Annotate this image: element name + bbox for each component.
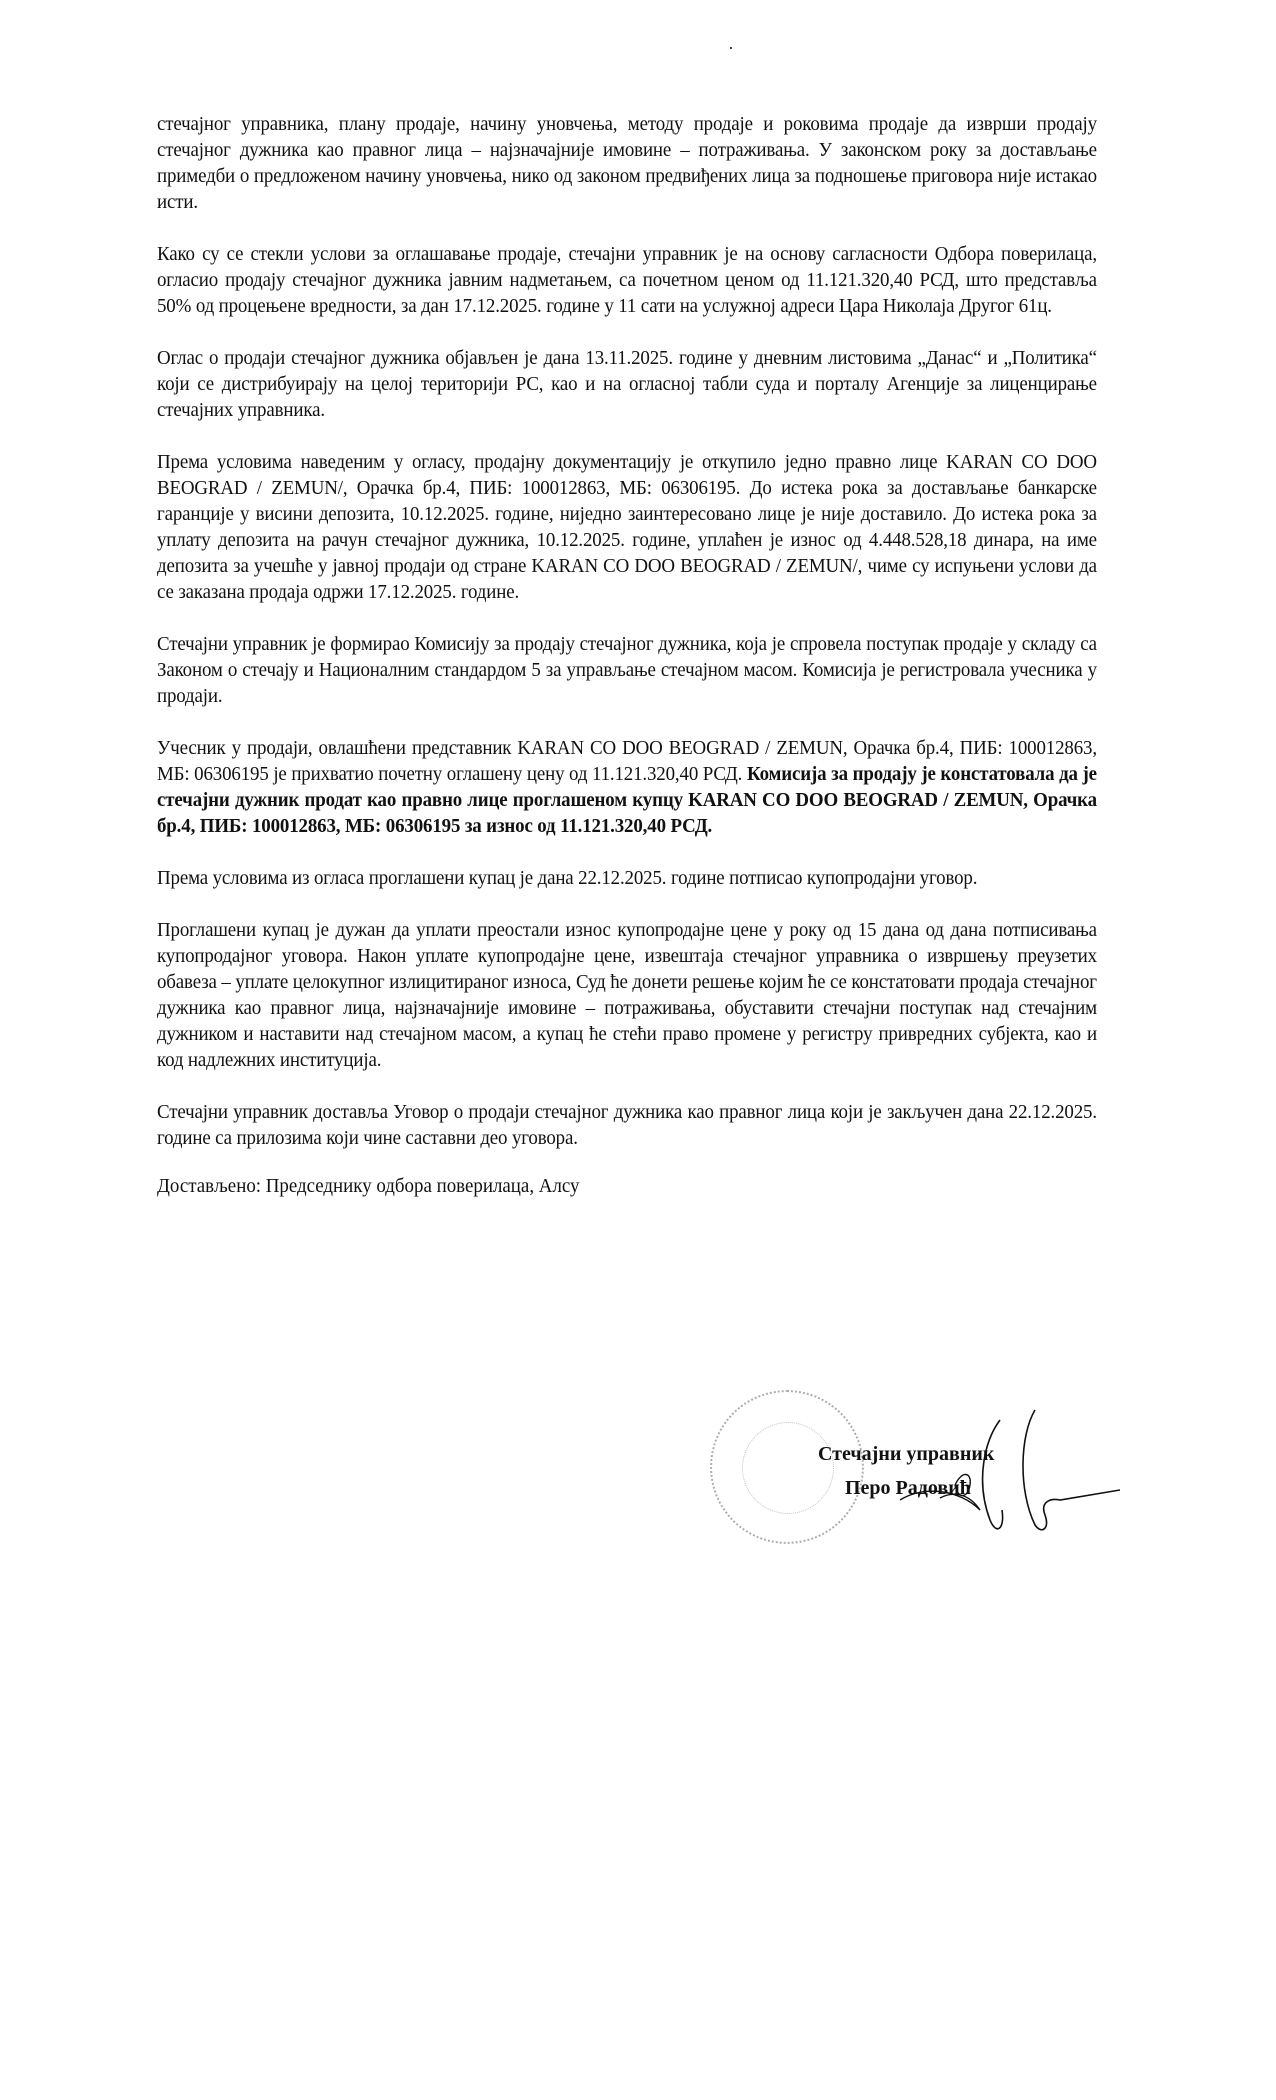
paragraph-commission: Стечајни управник је формирао Комисију за продају стечајног дужника, која је спровела поступак продаје у складу са Законом о стечају и Националним стандардом 5 за управљање стечајном масом. Комисија је регистровала учесника у продаји. — [157, 634, 1097, 707]
sale-participant-text: Учесник у продаји, овлашћени представник KARAN CO DOO BEOGRAD / ZEMUN, Орачка бр.4, ПИБ: 100012863, МБ: 06306195 је прихватио почетну оглашену цену од 11.121.320,40 РСД. — [157, 738, 1097, 785]
paragraph-contract-signed: Према условима из огласа проглашени купац је дана 22.12.2025. године потписао купопродајни уговор. — [157, 868, 978, 889]
delivered-to: Достављено: Председнику одбора поверилаца, Алсу — [157, 1176, 580, 1197]
stamp-icon — [710, 1390, 864, 1544]
paragraph-sale-announcement: Како су се стекли услови за оглашавање продаје, стечајни управник је на основу сагласности Одбора поверилаца, огласио продају стечајног дужника јавним надметањем, са почетном ценом од 11.121.320,40 РСД, што представља 50% од процењене вредности, за дан 17.12.2025. године у 11 сати на услужној адреси Цара Николаја Другог 61ц. — [157, 244, 1097, 317]
sale-declaration-text: Комисија за продају је констатовала да је стечајни дужник продат као правно лице проглашеном купцу KARAN CO DOO BEOGRAD / ZEMUN, Орачка бр.4, ПИБ: 100012863, МБ: 06306195 за износ од 11.121.320,40 РСД. — [157, 764, 1097, 837]
signature-block — [700, 1390, 1120, 1550]
document-page — [157, 112, 1097, 1200]
paragraph-deposit: Према условима наведеним у огласу, продајну документацију је откупило једно правно лице KARAN CO DOO BEOGRAD / ZEMUN/, Орачка бр.4, ПИБ: 100012863, МБ: 06306195. До истека рока за достављање банкарске гаранције у висини депозита, 10.12.2025. године, ниједно заинтересовано лице је није доставило. До истека рока за уплату депозита на рачун стечајног дужника, 10.12.2025. године, уплаћен је износ од 4.448.528,18 динара, на име депозита за учешће у јавној продаји од стране KARAN CO DOO BEOGRAD / ZEMUN/, чиме су испуњени услови да се заказана продаја одржи 17.12.2025. године. — [157, 452, 1097, 603]
scan-artifact — [730, 47, 732, 49]
signature-name: Перо Радовић — [845, 1477, 971, 1499]
paragraph-sale-result — [157, 736, 1097, 840]
paragraph-buyer-obligation: Проглашени купац је дужан да уплати преостали износ купопродајне цене у року од 15 дана од дана потписивања купопродајног уговора. Након уплате купопродајне цене, извештаја стечајног управника о извршењу преузетих обавеза – уплате целокупног излицитираног износа, Суд ће донети решење којим ће се констатовати продаја стечајног дужника као правног лица, најзначајније имовине – потраживања, обуставити стечајни поступак над стечајним дужником и наставити над стечајном масом, а купац ће стећи право промене у регистру привредних субјекта, као и код надлежних институција. — [157, 920, 1097, 1071]
paragraph-publication: Оглас о продаји стечајног дужника објављен је дана 13.11.2025. године у дневним листовима „Данас“ и „Политика“ који се дистрибуирају на целој територији РС, као и на огласној табли суда и порталу Агенције за лиценцирање стечајних управника. — [157, 348, 1097, 421]
paragraph-sale-plan: стечајног управника, плану продаје, начину уновчења, методу продаје и роковима продаје да изврши продају стечајног дужника као правног лица – најзначајније имовине – потраживања. У законском року за достављање примедби о предложеном начину уновчења, нико од законом предвиђених лица за подношење приговора није истакао исти. — [157, 114, 1097, 213]
signature-title: Стечајни управник — [818, 1443, 995, 1465]
paragraph-contract-delivery: Стечајни управник доставља Уговор о продаји стечајног дужника као правног лица који је закључен дана 22.12.2025. године са прилозима који чине саставни део уговора. — [157, 1102, 1097, 1149]
